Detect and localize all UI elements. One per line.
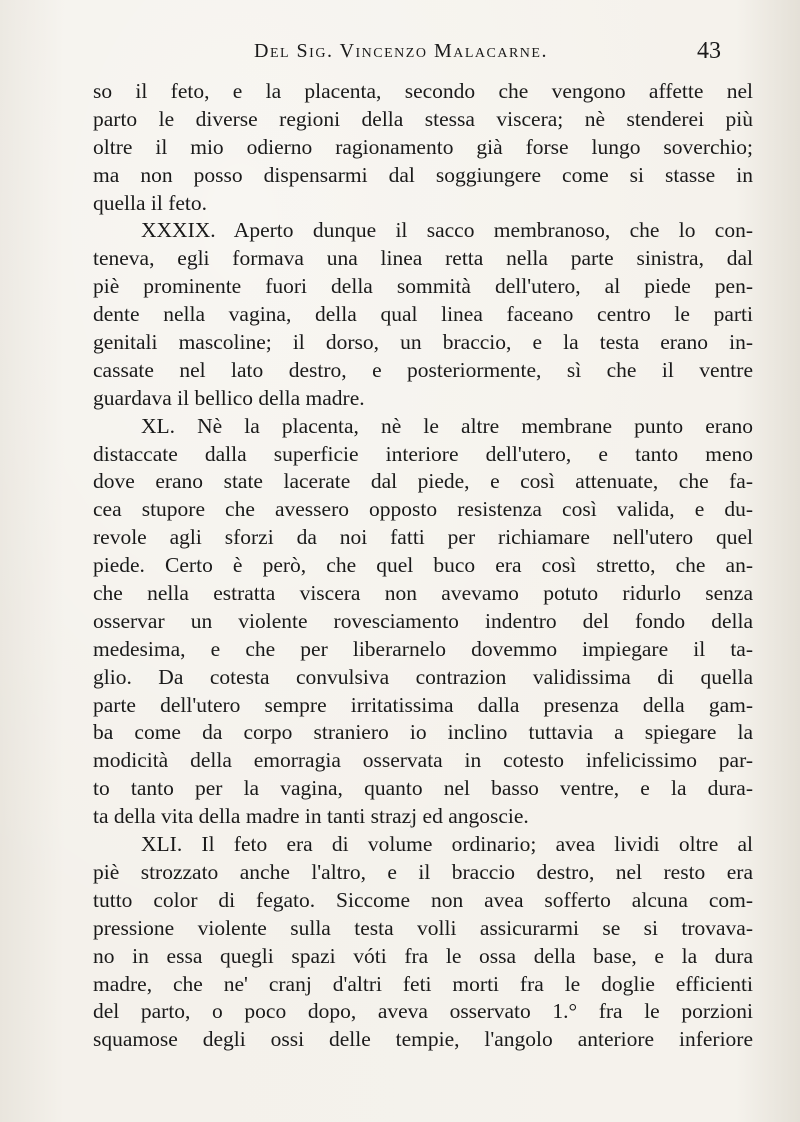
- text-line: to tanto per la vagina, quanto nel basso ventre, e la dura-: [93, 776, 753, 801]
- paragraph-xxxix-start: XXXIX. Aperto dunque il sacco membranoso, che lo con-: [141, 218, 753, 243]
- text-line: parte dell'utero sempre irritatissima dalla presenza della gam-: [93, 692, 753, 717]
- text-line: madre, che ne' cranj d'altri feti morti fra le doglie efficienti: [93, 971, 753, 996]
- body-text: [93, 78, 753, 1054]
- text-line: piè strozzato anche l'altro, e il braccio destro, nel resto era: [93, 859, 753, 884]
- page-number: 43: [697, 38, 721, 64]
- text-line: dove erano state lacerate dal piede, e così attenuate, che fa-: [93, 469, 753, 494]
- text-line: oltre il mio odierno ragionamento già forse lungo soverchio;: [93, 134, 753, 159]
- text-line: pressione violente sulla testa volli assicurarmi se si trovava-: [93, 915, 753, 940]
- text-line: ma non posso dispensarmi dal soggiungere come si stasse in: [93, 162, 753, 187]
- text-line: guardava il bellico della madre.: [93, 385, 365, 410]
- text-line: revole agli sforzi da noi fatti per richiamare nell'utero quel: [93, 525, 753, 550]
- paragraph-xli-start: XLI. Il feto era di volume ordinario; avea lividi oltre al: [141, 832, 753, 857]
- paragraph-xl-start: XL. Nè la placenta, nè le altre membrane punto erano: [141, 413, 753, 438]
- text-line: cea stupore che avessero opposto resistenza così valida, e du-: [93, 497, 753, 522]
- text-line: modicità della emorragia osservata in cotesto infelicissimo par-: [93, 748, 753, 773]
- page-header: [0, 36, 800, 66]
- text-line: teneva, egli formava una linea retta nella parte sinistra, dal: [93, 246, 753, 271]
- running-head: Del Sig. Vincenzo Malacarne.: [254, 40, 548, 62]
- text-line: squamose degli ossi delle tempie, l'angolo anteriore inferiore: [93, 1027, 753, 1052]
- text-line: tutto color di fegato. Siccome non avea sofferto alcuna com-: [93, 887, 753, 912]
- text-line: quella il feto.: [93, 190, 208, 215]
- text-line: glio. Da cotesta convulsiva contrazion validissima di quella: [93, 664, 753, 689]
- text-line: distaccate dalla superficie interiore dell'utero, e tanto meno: [93, 441, 753, 466]
- text-line: piede. Certo è però, che quel buco era così stretto, che an-: [93, 553, 753, 578]
- text-line: so il feto, e la placenta, secondo che vengono affette nel: [93, 79, 753, 103]
- text-line: piè prominente fuori della sommità dell'utero, al piede pen-: [93, 274, 753, 299]
- text-line: che nella estratta viscera non avevamo potuto ridurlo senza: [93, 581, 753, 606]
- text-line: genitali mascoline; il dorso, un braccio, e la testa erano in-: [93, 330, 753, 355]
- text-line: dente nella vagina, della qual linea faceano centro le parti: [93, 302, 753, 327]
- text-line: ta della vita della madre in tanti strazj ed angoscie.: [93, 804, 529, 829]
- text-line: cassate nel lato destro, e posteriormente, sì che il ventre: [93, 357, 753, 382]
- text-line: medesima, e che per liberarnelo dovemmo impiegare il ta-: [93, 636, 753, 661]
- text-line: del parto, o poco dopo, aveva osservato 1.° fra le porzioni: [93, 999, 753, 1024]
- text-line: osservar un violente rovesciamento indentro del fondo della: [93, 608, 753, 633]
- text-line: ba come da corpo straniero io inclino tuttavia a spiegare la: [93, 720, 753, 745]
- text-line: no in essa quegli spazi vóti fra le ossa della base, e la dura: [93, 943, 753, 968]
- text-line: parto le diverse regioni della stessa viscera; nè stenderei più: [93, 106, 753, 131]
